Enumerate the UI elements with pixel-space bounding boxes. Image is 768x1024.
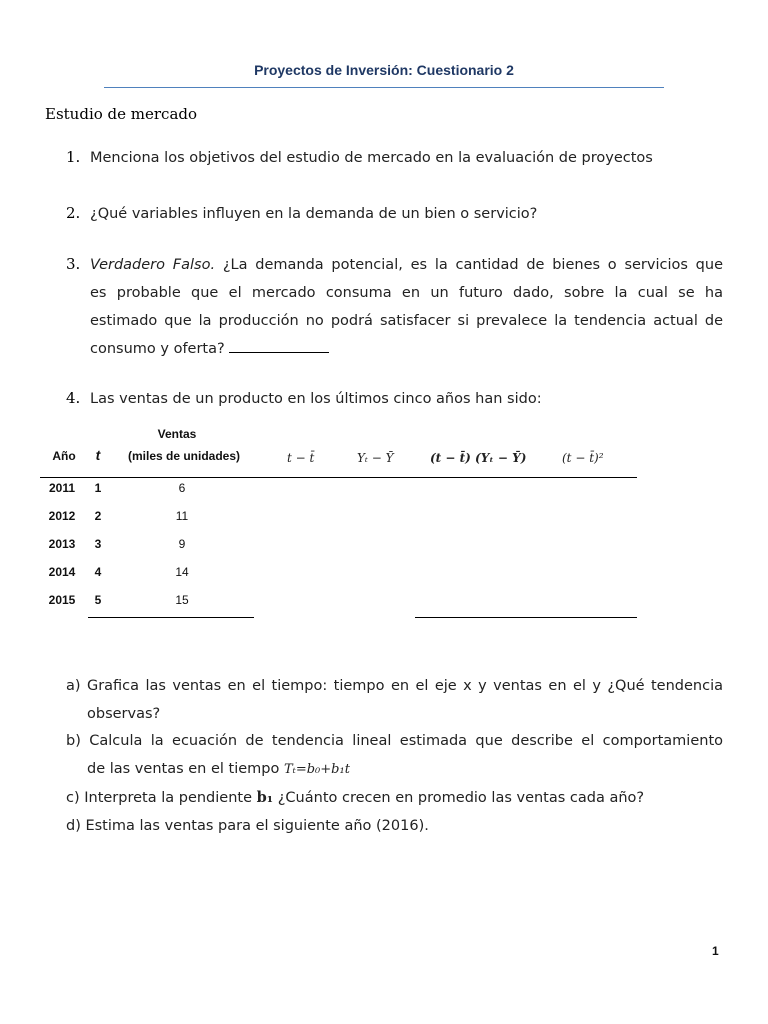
sum-rule-sales — [88, 617, 254, 618]
item-b-line1: b) Calcula la ecuación de tendencia lineal estimada que describe el comportamiento — [66, 733, 723, 749]
section-title: Estudio de mercado — [45, 105, 198, 123]
cell-t: 2 — [94, 509, 102, 523]
sum-rule-products — [415, 617, 637, 618]
answer-blank[interactable] — [229, 338, 329, 353]
header-ventas-unit: (miles de unidades) — [127, 449, 241, 463]
item-c-post: ¿Cuánto crecen en promedio las ventas cada año? — [273, 790, 645, 806]
item-c — [66, 784, 723, 812]
question-2-text: ¿Qué variables influyen en la demanda de un bien o servicio? — [90, 206, 538, 222]
header-t: t — [95, 447, 101, 463]
item-a — [66, 672, 723, 728]
question-4-text: Las ventas de un producto en los últimos cinco años han sido: — [90, 391, 542, 407]
question-3-line1: ¿La demanda potencial, es la cantidad de bienes o servicios que — [215, 257, 723, 273]
page-number: 1 — [712, 944, 719, 958]
header-t-squared: (t − t̄)² — [562, 451, 604, 465]
cell-sales: 15 — [175, 593, 189, 607]
item-b-line2-wrap — [66, 755, 723, 784]
cell-t: 3 — [94, 537, 102, 551]
question-2-number: 2. — [66, 204, 81, 222]
header-anio: Año — [52, 449, 76, 463]
header-y-minus-ybar: Yₜ − Ȳ — [357, 451, 394, 465]
cell-t: 4 — [94, 565, 102, 579]
item-d-text: d) Estima las ventas para el siguiente año (2016). — [66, 818, 429, 834]
question-3-line4: consumo y oferta? — [90, 341, 230, 357]
question-3-line3: estimado que la producción no podrá satisfacer si prevalece la tendencia actual de — [90, 313, 723, 329]
question-3-lead: Verdadero Falso. — [90, 257, 216, 273]
question-1-number: 1. — [66, 148, 81, 166]
slope-symbol: b₁ — [256, 789, 274, 806]
cell-sales: 14 — [175, 565, 189, 579]
question-3-line2: es probable que el mercado consuma en un futuro dado, sobre la cual se ha — [90, 285, 723, 301]
question-1-text: Menciona los objetivos del estudio de mercado en la evaluación de proyectos — [90, 150, 653, 166]
cell-sales: 11 — [175, 509, 189, 523]
item-b-line2: de las ventas en el tiempo — [87, 761, 284, 777]
trend-formula: Tₜ=b₀+b₁t — [283, 762, 350, 777]
cell-sales: 9 — [178, 537, 186, 551]
question-3 — [66, 250, 723, 363]
question-2 — [66, 199, 723, 228]
header-ventas: Ventas — [157, 427, 197, 441]
item-c-pre: c) Interpreta la pendiente — [66, 790, 257, 806]
table-header-rule — [40, 477, 637, 478]
question-1 — [66, 143, 723, 172]
cell-year: 2012 — [48, 509, 76, 523]
item-a-line1: a) Grafica las ventas en el tiempo: tiempo en el eje x y ventas en el y ¿Qué tendencia — [66, 678, 723, 694]
cell-year: 2014 — [48, 565, 76, 579]
question-3-line4-wrap — [66, 335, 723, 363]
item-b — [66, 727, 723, 784]
cell-year: 2013 — [48, 537, 76, 551]
question-4-number: 4. — [66, 389, 81, 407]
question-4 — [66, 384, 723, 413]
question-3-number: 3. — [66, 255, 81, 273]
item-a-line2: observas? — [87, 706, 161, 722]
header-product: (t − t̄) (Yₜ − Ȳ) — [430, 451, 527, 465]
cell-year: 2015 — [48, 593, 76, 607]
cell-t: 1 — [94, 481, 102, 495]
cell-year: 2011 — [48, 481, 76, 495]
item-d — [66, 812, 723, 840]
cell-sales: 6 — [178, 481, 186, 495]
title-rule — [104, 87, 664, 88]
cell-t: 5 — [94, 593, 102, 607]
document-title: Proyectos de Inversión: Cuestionario 2 — [254, 62, 514, 78]
header-t-minus-tbar: t − t̄ — [287, 451, 315, 465]
